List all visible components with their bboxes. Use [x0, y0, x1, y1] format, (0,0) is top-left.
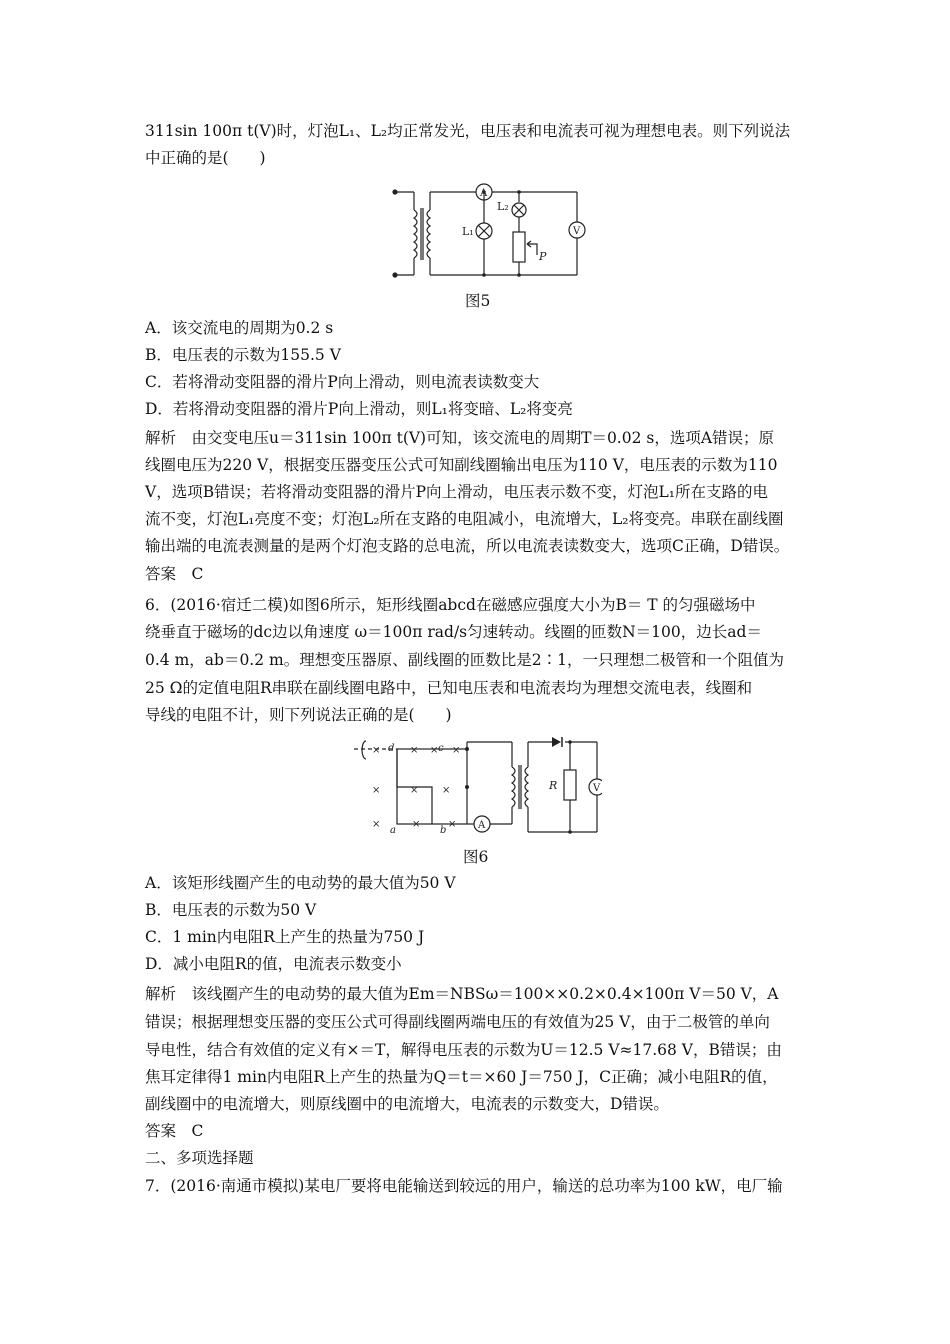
voltmeter-label: V — [593, 783, 601, 794]
analysis-line: 流不变，灯泡L₁亮度不变；灯泡L₂所在支路的电阻减小，电流增大，L₂将变亮。串联在副线圈 — [145, 510, 784, 528]
analysis-line: 导电性，结合有效值的定义有×＝T，解得电压表的示数为U＝12.5 V≈17.68 V，B错误；由 — [145, 1041, 782, 1059]
lamp2-label: L₂ — [497, 200, 509, 213]
field-mark: × — [410, 745, 419, 756]
figure-5-circuit — [392, 180, 592, 280]
field-mark: × — [372, 819, 381, 830]
corner-b-label: b — [440, 825, 447, 836]
analysis-line: 错误；根据理想变压器的变压公式可得副线圈两端电压的有效值为25 V，由于二极管的单向 — [145, 1013, 770, 1031]
lamp1-label: L₁ — [462, 225, 474, 238]
resistor-label: R — [549, 779, 558, 792]
option: A．该矩形线圈产生的电动势的最大值为50 V — [145, 874, 456, 892]
analysis-line: V，选项B错误；若将滑动变阻器的滑片P向上滑动，电压表示数不变，灯泡L₁所在支路的电 — [145, 483, 769, 501]
field-mark: × — [372, 745, 381, 756]
figure-6-circuit — [352, 737, 602, 837]
answer: 答案 C — [145, 565, 204, 583]
analysis-line: 副线圈中的电流增大，则原线圈中的电流增大，电流表的示数变大，D错误。 — [145, 1095, 669, 1113]
option: D．若将滑动变阻器的滑片P向上滑动，则L₁将变暗、L₂将变亮 — [145, 400, 573, 418]
corner-c-label: c — [438, 743, 444, 754]
question-line: 7．(2016·南通市模拟)某电厂要将电能输送到较远的用户，输送的总功率为100 kW，电厂输 — [145, 1177, 783, 1195]
field-mark: × — [442, 785, 451, 796]
slider-label: P — [539, 250, 547, 263]
analysis-line: 解析 该线圈产生的电动势的最大值为Em＝NBSω＝100××0.2×0.4×100π V＝50 V，A — [145, 985, 779, 1003]
field-mark: × — [372, 785, 381, 796]
analysis-line: 线圈电压为220 V，根据变压器变压公式可知副线圈输出电压为110 V，电压表的示数为110 — [145, 456, 778, 474]
option: A．该交流电的周期为0.2 s — [145, 319, 334, 337]
question-line: 25 Ω的定值电阻R串联在副线圈电路中，已知电压表和电流表均为理想交流电表，线圈和 — [145, 679, 753, 697]
answer: 答案 C — [145, 1122, 204, 1140]
field-mark: × — [430, 745, 439, 756]
option: B．电压表的示数为50 V — [145, 901, 317, 919]
question-line: 绕垂直于磁场的dc边以角速度 ω＝100π rad/s匀速转动。线圈的匝数N＝100，边长ad＝ — [145, 623, 762, 641]
field-mark: × — [448, 819, 457, 830]
option: B．电压表的示数为155.5 V — [145, 346, 341, 364]
voltmeter-label: V — [573, 226, 581, 237]
analysis-line: 输出端的电流表测量的是两个灯泡支路的总电流，所以电流表读数变大，选项C正确，D错误。 — [145, 537, 790, 555]
corner-d-label: d — [388, 743, 395, 754]
field-mark: × — [412, 819, 421, 830]
field-mark: × — [452, 745, 461, 756]
field-mark: × — [410, 785, 419, 796]
figure-6-caption: 图6 — [463, 848, 489, 866]
ammeter-label: A — [478, 820, 486, 831]
option: C．若将滑动变阻器的滑片P向上滑动，则电流表读数变大 — [145, 373, 540, 391]
section-title: 二、多项选择题 — [145, 1149, 254, 1167]
question-line: 导线的电阻不计，则下列说法正确的是( ) — [145, 706, 452, 724]
stem-line: 中正确的是( ) — [145, 149, 266, 167]
option: D．减小电阻R的值，电流表示数变小 — [145, 955, 402, 973]
analysis-line: 焦耳定律得1 min内电阻R上产生的热量为Q＝t＝×60 J＝750 J，C正确；减小电阻R的值， — [145, 1068, 778, 1086]
option: C．1 min内电阻R上产生的热量为750 J — [145, 928, 425, 946]
figure-5-caption: 图5 — [465, 292, 491, 310]
corner-a-label: a — [390, 825, 396, 836]
stem-line: 311sin 100π t(V)时，灯泡L₁、L₂均正常发光，电压表和电流表可视为理想电表。则下列说法 — [145, 122, 791, 140]
question-line: 6．(2016·宿迁二模)如图6所示，矩形线圈abcd在磁感应强度大小为B＝ T 的匀强磁场中 — [145, 596, 756, 614]
question-line: 0.4 m，ab＝0.2 m。理想变压器原、副线圈的匝数比是2∶1，一只理想二极管和一个阻值为 — [145, 651, 784, 669]
analysis-line: 解析 由交变电压u＝311sin 100π t(V)可知，该交流电的周期T＝0.02 s，选项A错误；原 — [145, 429, 775, 447]
ammeter-label: A — [480, 188, 488, 199]
